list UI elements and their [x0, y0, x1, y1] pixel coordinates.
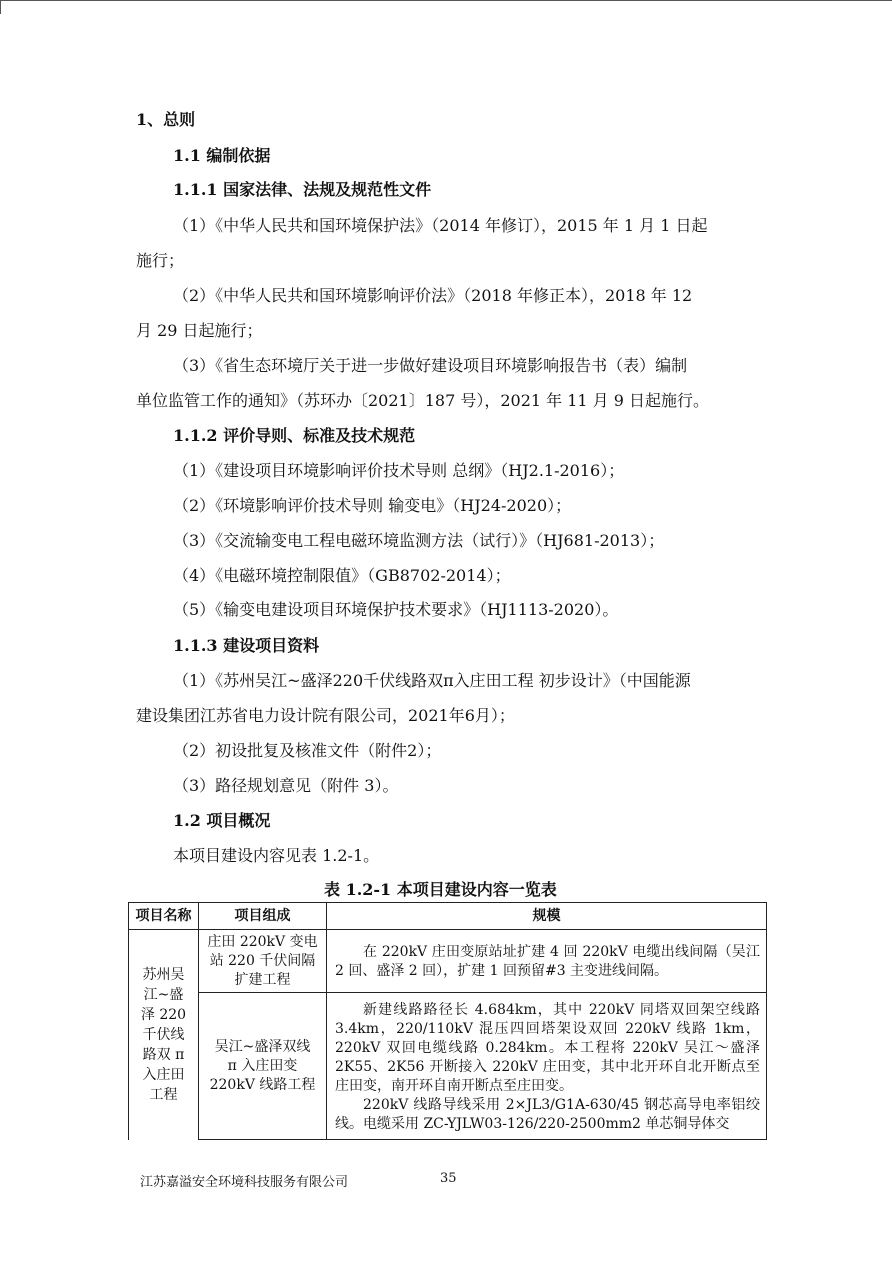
header-project-component: 项目组成	[199, 903, 327, 930]
scale-cell	[327, 993, 767, 1140]
header-scale: 规模	[327, 903, 767, 930]
table-row	[129, 930, 767, 993]
table-caption: 表 1.2-1 本项目建设内容一览表	[324, 880, 557, 899]
law-item-3-line2: 单位监管工作的通知》（苏环办〔2021〕187 号），2021 年 11 月 9 日起施行。	[136, 391, 710, 410]
project-name-line: 江~盛	[143, 986, 184, 1003]
law-item-2-line1: （2）《中华人民共和国环境影响评价法》（2018 年修正本），2018 年 12	[173, 286, 693, 305]
table-row	[129, 993, 767, 1140]
guide-item-2: （2）《环境影响评价技术导则 输变电》（HJ24-2020）；	[173, 496, 572, 515]
project-name-cell	[129, 930, 199, 1140]
section-heading-1-1-2: 1.1.2 评价导则、标准及技术规范	[173, 426, 416, 445]
law-item-1-line1: （1）《中华人民共和国环境保护法》（2014 年修订），2015 年 1 月 1 日起	[173, 216, 708, 235]
project-doc-3: （3）路径规划意见（附件 3）。	[173, 776, 399, 795]
section-heading-1-1-1: 1.1.1 国家法律、法规及规范性文件	[173, 180, 432, 199]
scale-paragraph: 220kV 线路导线采用 2×JL3/G1A-630/45 钢芯高导电率铝绞线。电缆采用 ZC-YJLW03-126/220-2500mm2 单芯铜导体交	[335, 1096, 760, 1132]
overview-text: 本项目建设内容见表 1.2-1。	[173, 846, 380, 865]
component-cell	[199, 930, 327, 993]
component-line: 庄田 220kV 变电	[207, 933, 318, 950]
component-line: 吴江~盛泽双线	[214, 1038, 311, 1055]
section-heading-1: 1、总则	[136, 110, 196, 129]
project-content-table	[128, 902, 767, 1140]
component-line: 扩建工程	[234, 971, 291, 988]
section-heading-1-1-3: 1.1.3 建设项目资料	[173, 636, 320, 655]
project-name-line: 苏州吴	[142, 966, 185, 983]
component-cell	[199, 993, 327, 1140]
component-line: π 入庄田变	[227, 1057, 298, 1074]
section-heading-1-1: 1.1 编制依据	[173, 146, 271, 165]
law-item-2-line2: 月 29 日起施行；	[136, 321, 263, 340]
project-name-line: 工程	[149, 1086, 178, 1103]
project-doc-2: （2）初设批复及核准文件（附件2）；	[173, 741, 442, 760]
guide-item-4: （4）《电磁环境控制限值》（GB8702-2014）；	[173, 566, 511, 585]
project-name-line: 入庄田	[142, 1066, 185, 1083]
table-header-row	[129, 903, 767, 930]
law-item-3-line1: （3）《省生态环境厅关于进一步做好建设项目环境影响报告书（表）编制	[173, 356, 688, 375]
project-name-line: 千伏线	[142, 1026, 185, 1043]
scale-paragraph: 新建线路路径长 4.684km，其中 220kV 同塔双回架空线路 3.4km，220/110kV 混压四回塔架设双回 220kV 线路 1km，220kV 双回电缆线路 0.284km。本工程将 220kV 吴江～盛泽 2K55、2K56 开断接入 220kV 庄田变，其中北开环自北开断点至庄田变，南开环自南开断点至庄田变。	[335, 1001, 760, 1094]
section-heading-1-2: 1.2 项目概况	[173, 811, 271, 830]
guide-item-3: （3）《交流输变电工程电磁环境监测方法（试行）》（HJ681-2013）；	[173, 531, 665, 550]
project-doc-1-line1: （1）《苏州吴江~盛泽220千伏线路双π入庄田工程 初步设计》（中国能源	[173, 671, 691, 690]
scale-cell	[327, 930, 767, 993]
footer-page-number: 35	[440, 1171, 457, 1186]
law-item-1-line2: 施行；	[136, 251, 185, 270]
project-name-line: 路双 π	[142, 1046, 185, 1063]
project-name-line: 泽 220	[140, 1006, 187, 1023]
component-line: 220kV 线路工程	[209, 1076, 316, 1093]
guide-item-1: （1）《建设项目环境影响评价技术导则 总纲》（HJ2.1-2016）；	[173, 461, 625, 480]
header-project-name: 项目名称	[129, 903, 199, 930]
guide-item-5: （5）《输变电建设项目环境保护技术要求》（HJ1113-2020）。	[173, 600, 619, 619]
footer-company: 江苏嘉溢安全环境科技服务有限公司	[140, 1175, 349, 1190]
component-line: 站 220 千伏间隔	[209, 952, 316, 969]
project-doc-1-line2: 建设集团江苏省电力设计院有限公司，2021年6月）；	[136, 706, 515, 725]
scale-paragraph: 在 220kV 庄田变原站址扩建 4 回 220kV 电缆出线间隔（吴江 2 回、盛泽 2 回），扩建 1 回预留#3 主变进线间隔。	[335, 944, 760, 979]
